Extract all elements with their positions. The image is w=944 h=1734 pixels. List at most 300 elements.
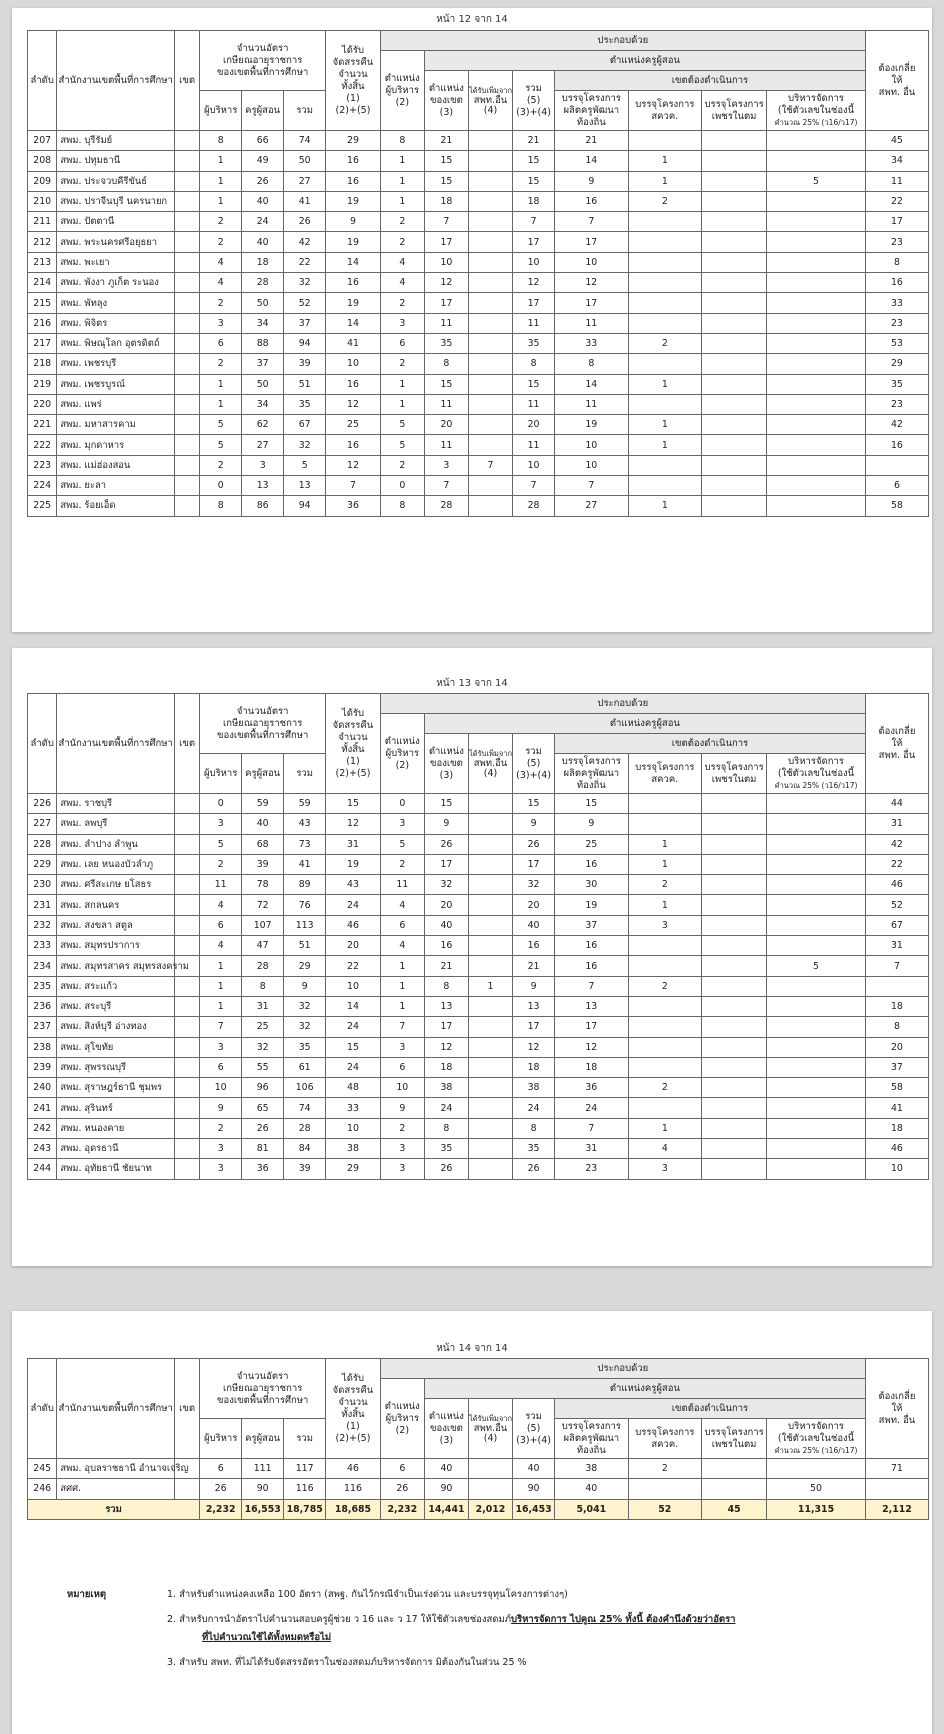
header-text: ของเขต	[430, 1422, 463, 1434]
table-cell: 10	[200, 1078, 242, 1098]
note-2	[167, 1612, 736, 1627]
table-cell	[767, 1057, 866, 1077]
table-cell: 8	[242, 976, 284, 996]
table-cell	[767, 1459, 866, 1479]
table-cell: 15	[513, 794, 555, 814]
table-row	[28, 1159, 929, 1179]
table-cell: สพม. พิจิตร	[57, 313, 175, 333]
table-cell	[767, 293, 866, 313]
table-row	[28, 956, 929, 976]
table-cell	[702, 956, 767, 976]
table-cell	[767, 976, 866, 996]
table-cell	[628, 1037, 702, 1057]
col-header-pet	[702, 1419, 767, 1459]
table-cell: 6	[200, 1057, 242, 1077]
table-cell	[767, 191, 866, 211]
table-cell: 46	[865, 875, 928, 895]
col-header-teacher	[242, 1419, 284, 1459]
table-cell: 40	[513, 1459, 555, 1479]
table-cell: 42	[865, 834, 928, 854]
table-cell: 227	[28, 814, 57, 834]
header-text: ผลิตครูพัฒนา	[563, 767, 620, 779]
table-cell: 2	[380, 212, 424, 232]
header-text: (3)	[439, 106, 454, 118]
table-cell: 17	[424, 293, 468, 313]
table-cell: 73	[284, 834, 326, 854]
table-cell: 3	[200, 814, 242, 834]
table-cell: 18	[555, 1057, 629, 1077]
table-cell: 15	[424, 151, 468, 171]
table-cell	[174, 476, 199, 496]
table-cell: 8	[555, 354, 629, 374]
table-cell: 3	[380, 313, 424, 333]
table-cell: 15	[424, 374, 468, 394]
table-cell	[702, 1037, 767, 1057]
table-cell: 90	[424, 1479, 468, 1499]
table-cell	[174, 415, 199, 435]
header-text: สพท. อื่น	[878, 749, 916, 761]
table-cell: 34	[865, 151, 928, 171]
table-cell	[174, 374, 199, 394]
header-text: ครูผู้สอน	[245, 104, 281, 116]
header-text: ของเขตพื้นที่การศึกษา	[217, 1394, 309, 1406]
table-cell: 21	[424, 956, 468, 976]
table-cell	[174, 435, 199, 455]
table-cell: 5	[380, 834, 424, 854]
table-cell	[468, 814, 512, 834]
header-text: รวม	[525, 82, 542, 94]
table-row	[28, 354, 929, 374]
header-text: ประกอบด้วย	[597, 1362, 649, 1374]
table-cell	[767, 394, 866, 414]
table-cell: 96	[242, 1078, 284, 1098]
table-cell: 32	[424, 875, 468, 895]
table-cell: 7	[555, 212, 629, 232]
table-cell: 11	[555, 394, 629, 414]
table-cell: สพม. ประจวบคีรีขันธ์	[57, 171, 175, 191]
table-cell: สพม. ร้อยเอ็ด	[57, 496, 175, 516]
table-cell	[468, 895, 512, 915]
table-row	[28, 415, 929, 435]
header-text: (ใช้ตัวเลขในช่องนี้	[777, 1432, 855, 1444]
col-header-zonepos	[424, 1399, 468, 1459]
table-cell	[865, 1479, 928, 1499]
table-cell: สพม. สุพรรณบุรี	[57, 1057, 175, 1077]
table-cell: 61	[284, 1057, 326, 1077]
table-cell: 14	[555, 374, 629, 394]
table-cell: 9	[555, 814, 629, 834]
table-cell: 90	[513, 1479, 555, 1499]
header-text: เขต	[179, 1402, 196, 1414]
table-cell: 12	[555, 1037, 629, 1057]
table-cell: 29	[326, 1159, 381, 1179]
table-cell	[767, 1118, 866, 1138]
table-cell	[174, 354, 199, 374]
table-cell	[174, 232, 199, 252]
table-cell: 113	[284, 915, 326, 935]
table-cell: 2	[628, 333, 702, 353]
table-cell	[767, 1159, 866, 1179]
table-cell	[468, 996, 512, 1016]
table-cell	[468, 834, 512, 854]
header-text: รวม	[525, 1410, 542, 1422]
table-cell: 10	[555, 252, 629, 272]
table-cell: สพม. สิงห์บุรี อ่างทอง	[57, 1017, 175, 1037]
table-cell: 7	[326, 476, 381, 496]
table-cell	[767, 354, 866, 374]
table-cell: 12	[326, 394, 381, 414]
table-cell: 8	[380, 496, 424, 516]
table-cell: 28	[284, 1118, 326, 1138]
table-cell: 1	[628, 496, 702, 516]
table-cell	[702, 273, 767, 293]
table-cell	[702, 854, 767, 874]
table-cell: 50	[767, 1479, 866, 1499]
page-number: หน้า 14 จาก 14	[436, 1343, 508, 1354]
table-cell: 53	[865, 333, 928, 353]
table-cell: 16	[326, 273, 381, 293]
table-cell: 26	[242, 171, 284, 191]
table-cell: 38	[424, 1078, 468, 1098]
notes-section	[67, 1587, 917, 1707]
header-text: (4)	[483, 767, 498, 779]
table-cell: 11	[380, 875, 424, 895]
table-cell: 38	[555, 1459, 629, 1479]
table-cell: 17	[513, 854, 555, 874]
col-header-return	[326, 694, 381, 794]
table-row	[28, 1017, 929, 1037]
table-row	[28, 374, 929, 394]
col-header-pos	[380, 1379, 424, 1459]
table-cell	[767, 496, 866, 516]
table-cell: 116	[326, 1479, 381, 1499]
table-cell: 29	[326, 131, 381, 151]
header-text: (ใช้ตัวเลขในช่องนี้	[777, 104, 855, 116]
table-cell: 242	[28, 1118, 57, 1138]
table-cell: 15	[424, 171, 468, 191]
table-cell: 214	[28, 273, 57, 293]
header-text: ได้รับเพิ่มจาก	[468, 85, 513, 95]
header-text: จำนวน	[338, 68, 368, 80]
table-cell: 2	[380, 293, 424, 313]
table-cell: 2	[380, 354, 424, 374]
table-cell	[702, 875, 767, 895]
table-cell: สพม. พิษณุโลก อุตรดิตถ์	[57, 333, 175, 353]
table-cell: 94	[284, 333, 326, 353]
table-cell: 220	[28, 394, 57, 414]
table-cell: 40	[424, 1459, 468, 1479]
table-cell	[628, 1098, 702, 1118]
table-cell: 21	[513, 956, 555, 976]
table-cell	[628, 996, 702, 1016]
table-cell	[174, 293, 199, 313]
table-cell: 5	[380, 415, 424, 435]
table-cell: 68	[242, 834, 284, 854]
table-cell	[628, 394, 702, 414]
table-cell: 18	[424, 191, 468, 211]
table-row	[28, 895, 929, 915]
table-cell: 76	[284, 895, 326, 915]
table-cell: 10	[865, 1159, 928, 1179]
table-cell: 42	[284, 232, 326, 252]
table-cell	[628, 814, 702, 834]
table-cell	[767, 1078, 866, 1098]
table-cell: 16	[326, 151, 381, 171]
table-cell: 4	[200, 252, 242, 272]
col-header-retire	[200, 31, 326, 91]
table-cell: 241	[28, 1098, 57, 1118]
table-cell: 3	[628, 915, 702, 935]
col-header-kvc	[628, 1419, 702, 1459]
header-text: รวม	[296, 1432, 314, 1444]
table-cell: สพม. เลย หนองบัวลำภู	[57, 854, 175, 874]
table-cell	[468, 854, 512, 874]
col-header-zone-action	[555, 71, 866, 91]
table-cell: 17	[424, 232, 468, 252]
header-text: ได้รับ	[341, 707, 365, 719]
table-cell: 3	[242, 455, 284, 475]
table-cell	[174, 996, 199, 1016]
table-cell	[702, 996, 767, 1016]
table-cell: สพม. ลำปาง ลำพูน	[57, 834, 175, 854]
table-cell	[767, 1017, 866, 1037]
table-cell	[468, 131, 512, 151]
header-text: บรรจุโครงการ	[561, 755, 621, 767]
total-cell: 52	[628, 1499, 702, 1519]
table-cell	[468, 956, 512, 976]
table-cell	[174, 794, 199, 814]
table-row	[28, 293, 929, 313]
table-cell	[702, 1057, 767, 1077]
header-text: เพชรในตม	[711, 1438, 757, 1450]
header-text: ได้รับ	[341, 1372, 365, 1384]
table-cell: 8	[424, 976, 468, 996]
header-text: เขต	[179, 737, 196, 749]
table-cell: 19	[326, 854, 381, 874]
table-cell: 230	[28, 875, 57, 895]
table-cell: 11	[424, 394, 468, 414]
table-cell: สพม. สระบุรี	[57, 996, 175, 1016]
table-cell: 9	[200, 1098, 242, 1118]
total-cell: 18,785	[284, 1499, 326, 1519]
header-text: เขตต้องดำเนินการ	[671, 737, 749, 749]
table-cell: 8	[380, 131, 424, 151]
table-row	[28, 834, 929, 854]
table-cell: 15	[326, 1037, 381, 1057]
table-cell: 221	[28, 415, 57, 435]
table-cell: 6	[865, 476, 928, 496]
table-cell: 0	[380, 794, 424, 814]
table-cell: 41	[284, 191, 326, 211]
table-cell: 7	[555, 1118, 629, 1138]
table-cell: 20	[513, 415, 555, 435]
col-header-sum	[284, 754, 326, 794]
col-header-pet	[702, 91, 767, 131]
header-text: เขตต้องดำเนินการ	[671, 1402, 749, 1414]
header-text: คำนวณ 25% (ว16/ว17)	[774, 1445, 858, 1455]
table-cell	[702, 1479, 767, 1499]
table-cell: สพม. สุราษฎร์ธานี ชุมพร	[57, 1078, 175, 1098]
table-cell	[628, 232, 702, 252]
table-cell: 43	[284, 814, 326, 834]
table-cell	[468, 394, 512, 414]
table-cell	[865, 976, 928, 996]
table-cell: 20	[424, 415, 468, 435]
total-cell: 2,012	[468, 1499, 512, 1519]
table-cell: 7	[200, 1017, 242, 1037]
table-cell: 12	[513, 1037, 555, 1057]
table-cell	[628, 252, 702, 272]
table-cell: 12	[555, 273, 629, 293]
table-cell: 23	[865, 232, 928, 252]
table-cell: 2	[628, 875, 702, 895]
header-text: ตำแหน่ง	[384, 735, 420, 747]
table-cell	[767, 794, 866, 814]
table-cell: 35	[424, 1139, 468, 1159]
table-cell: 7	[468, 455, 512, 475]
table-cell	[174, 1139, 199, 1159]
header-text: จัดสรรคืน	[332, 1384, 374, 1396]
table-cell	[174, 394, 199, 414]
table-cell	[702, 794, 767, 814]
table-cell: 222	[28, 435, 57, 455]
col-header-teacher-pos	[424, 714, 865, 734]
table-cell: 11	[555, 313, 629, 333]
table-cell	[174, 131, 199, 151]
table-cell: 0	[200, 476, 242, 496]
table-cell	[702, 354, 767, 374]
table-row	[28, 496, 929, 516]
table-cell: 11	[513, 394, 555, 414]
col-header-mgmt	[767, 91, 866, 131]
table-cell: 208	[28, 151, 57, 171]
header-text: รวม	[296, 767, 314, 779]
table-cell: 35	[424, 333, 468, 353]
header-text: จำนวน	[338, 1396, 368, 1408]
header-text: (1)	[346, 92, 360, 104]
table-cell: สพม. ปราจีนบุรี นครนายก	[57, 191, 175, 211]
table-cell	[702, 191, 767, 211]
total-cell: 2,112	[865, 1499, 928, 1519]
table-cell	[767, 814, 866, 834]
table-cell: 44	[865, 794, 928, 814]
col-header-composed	[380, 31, 865, 51]
table-cell: 8	[200, 131, 242, 151]
table-row	[28, 996, 929, 1016]
table-cell: 28	[513, 496, 555, 516]
header-text: บรรจุโครงการ	[635, 98, 695, 110]
table-cell: 3	[200, 1037, 242, 1057]
col-header-teacher	[242, 754, 284, 794]
col-header-kvc	[628, 91, 702, 131]
table-cell: 245	[28, 1459, 57, 1479]
table-cell	[702, 131, 767, 151]
table-cell: 25	[326, 415, 381, 435]
table-cell	[702, 293, 767, 313]
note-3: 3. สำหรับ สพท. ที่ไม่ได้รับจัดสรรอัตราในช่องสดมภ์บริหารจัดการ มิต้องกันในส่วน 25 %	[167, 1657, 527, 1668]
col-header-admin	[200, 91, 242, 131]
header-text: บรรจุโครงการ	[561, 92, 621, 104]
header-text: ได้รับเพิ่มจาก	[468, 1413, 513, 1423]
table-cell: 5	[284, 455, 326, 475]
table-cell: 15	[513, 151, 555, 171]
table-cell: 1	[380, 956, 424, 976]
table-cell	[702, 333, 767, 353]
table-cell: 1	[380, 374, 424, 394]
table-cell	[174, 976, 199, 996]
table-cell: 235	[28, 976, 57, 996]
header-text: ของเขตพื้นที่การศึกษา	[217, 729, 309, 741]
table-cell: 17	[513, 1017, 555, 1037]
table-cell	[174, 496, 199, 516]
table-cell	[468, 1057, 512, 1077]
table-cell: 13	[513, 996, 555, 1016]
table-cell: 37	[555, 915, 629, 935]
table-cell: 74	[284, 1098, 326, 1118]
table-cell	[702, 374, 767, 394]
header-text: เพชรในตม	[711, 773, 757, 785]
table-cell: 19	[326, 293, 381, 313]
table-cell: 32	[513, 875, 555, 895]
table-cell: 1	[628, 171, 702, 191]
table-cell	[468, 794, 512, 814]
header-text: สำนักงานเขตพื้นที่การศึกษา	[58, 737, 173, 749]
header-text: ผู้บริหาร	[385, 1412, 420, 1424]
table-cell: 1	[200, 956, 242, 976]
page-sheet-13	[12, 648, 932, 1266]
table-cell: 17	[424, 1017, 468, 1037]
table-row	[28, 435, 929, 455]
table-cell: 41	[284, 854, 326, 874]
table-cell	[702, 1118, 767, 1138]
table-cell: 28	[242, 956, 284, 976]
table-cell: 10	[326, 354, 381, 374]
header-text: บริหารจัดการ	[788, 755, 844, 767]
col-header-pool	[865, 1359, 928, 1459]
table-cell: 74	[284, 131, 326, 151]
header-text: ต้องเกลี่ย	[878, 62, 916, 74]
table-cell	[767, 834, 866, 854]
table-cell: 52	[284, 293, 326, 313]
table-cell	[174, 252, 199, 272]
table-cell: 1	[200, 976, 242, 996]
table-cell	[767, 415, 866, 435]
header-text: ทั้งสิ้น	[341, 1408, 365, 1420]
table-cell: 213	[28, 252, 57, 272]
table-cell: 28	[242, 273, 284, 293]
table-cell	[174, 191, 199, 211]
table-cell	[468, 1017, 512, 1037]
table-cell: 1	[380, 191, 424, 211]
header-text: (3)	[439, 769, 454, 781]
table-cell	[468, 191, 512, 211]
note-2-continued	[202, 1630, 331, 1645]
table-cell: 14	[555, 151, 629, 171]
table-cell	[468, 1078, 512, 1098]
table-cell: 12	[326, 455, 381, 475]
col-header-pool	[865, 31, 928, 131]
header-text: ต้องเกลี่ย	[878, 1390, 916, 1402]
table-cell: 19	[326, 232, 381, 252]
table-cell: 41	[326, 333, 381, 353]
table-cell	[702, 1139, 767, 1159]
table-cell: 26	[242, 1118, 284, 1138]
table-cell: 8	[865, 252, 928, 272]
table-cell: 36	[242, 1159, 284, 1179]
table-cell: 33	[865, 293, 928, 313]
table-row	[28, 394, 929, 414]
header-text: ตำแหน่งครูผู้สอน	[609, 717, 680, 729]
